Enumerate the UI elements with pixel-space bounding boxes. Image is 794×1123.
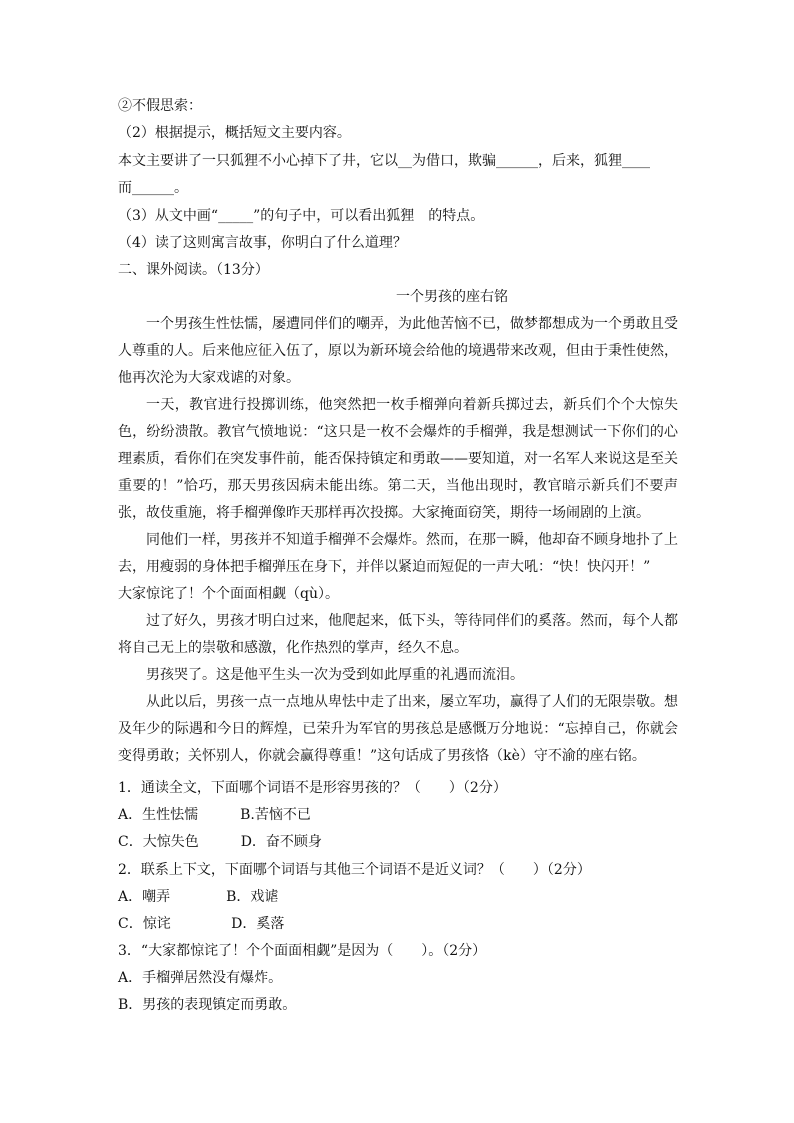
- passage-title: 一个男孩的座右铭: [396, 289, 508, 305]
- passage-paragraph: 从此以后，男孩一点一点地从卑怯中走了出来，屡立军功，赢得了人们的无限崇敬。想及年少的际遇和今日的辉煌，已荣升为军官的男孩总是感慨万分地说：“忘掉自己，你就会变得勇敢；关怀别人，你就会赢得尊重！”这句话成了男孩恪（kè）守不渝的座右铭。: [118, 694, 678, 764]
- question-item: （2）根据提示，概括短文主要内容。: [118, 125, 351, 141]
- question-item: ②不假思索：: [118, 98, 202, 114]
- passage-paragraph: 大家惊诧了！个个面面相觑（qù）。: [118, 586, 339, 602]
- passage-paragraph: 一个男孩生性怯懦，屡遭同伴们的嘲弄，为此他苦恼不已，做梦都想成为一个勇敢且受人尊重的人。后来他应征入伍了，原以为新环境会给他的境遇带来改观，但由于秉性使然，他再次沦为大家戏谑的对象。: [118, 316, 678, 386]
- answer-options: C．惊诧 D．奚落: [118, 916, 285, 932]
- question-item: （4）读了这则寓言故事，你明白了什么道理？: [118, 235, 407, 251]
- section-heading: 二、课外阅读。（13分）: [118, 262, 269, 278]
- passage-paragraph: 过了好久，男孩才明白过来，他爬起来，低下头，等待同伴们的奚落。然而，每个人都将自己无上的崇敬和感激，化作热烈的掌声，经久不息。: [118, 613, 678, 656]
- answer-option: B．男孩的表现镇定而勇敢。: [118, 997, 297, 1013]
- answer-option: A．手榴弹居然没有爆炸。: [118, 970, 283, 986]
- passage-paragraph: 一天，教官进行投掷训练，他突然把一枚手榴弹向着新兵掷过去，新兵们个个大惊失色，纷纷溃散。教官气愤地说：“这只是一枚不会爆炸的手榴弹，我是想测试一下你们的心理素质，看你们在突发事件前，能否保持镇定和勇敢——要知道，对一名军人来说这是至关重要的！”恰巧，那天男孩因病未能出练。第二天，当他出现时，教官暗示新兵们不要声张，故伎重施，将手榴弹像昨天那样再次投掷。大家掩面窃笑，期待一场闹剧的上演。: [118, 397, 678, 521]
- answer-options: A．嘲弄 B．戏谑: [118, 889, 279, 905]
- answer-options: C．大惊失色 D．奋不顾身: [118, 834, 322, 850]
- question-item: （3）从文中画“_____”的句子中，可以看出狐狸 的特点。: [118, 208, 485, 224]
- passage-paragraph: 同他们一样，男孩并不知道手榴弹不会爆炸。然而，在那一瞬，他却奋不顾身地扑了上去，用瘦弱的身体把手榴弹压在身下，并伴以紧迫而短促的一声大吼：“快！快闪开！”: [118, 532, 678, 575]
- summary-line: 而______。: [118, 180, 188, 196]
- question-item: 3．“大家都惊诧了！个个面面相觑”是因为（ ）。（2分）: [118, 943, 487, 959]
- question-item: 1．通读全文，下面哪个词语不是形容男孩的？（ ）（2分）: [118, 780, 507, 796]
- question-item: 2．联系上下文，下面哪个词语与其他三个词语不是近义词？（ ）（2分）: [118, 862, 591, 878]
- summary-line: 本文主要讲了一只狐狸不小心掉下了井，它以__为借口，欺骗______，后来，狐狸____: [118, 153, 650, 169]
- answer-options: A．生性怯懦 B.苦恼不已: [118, 807, 311, 823]
- passage-paragraph: 男孩哭了。这是他平生头一次为受到如此厚重的礼遇而流泪。: [146, 667, 524, 683]
